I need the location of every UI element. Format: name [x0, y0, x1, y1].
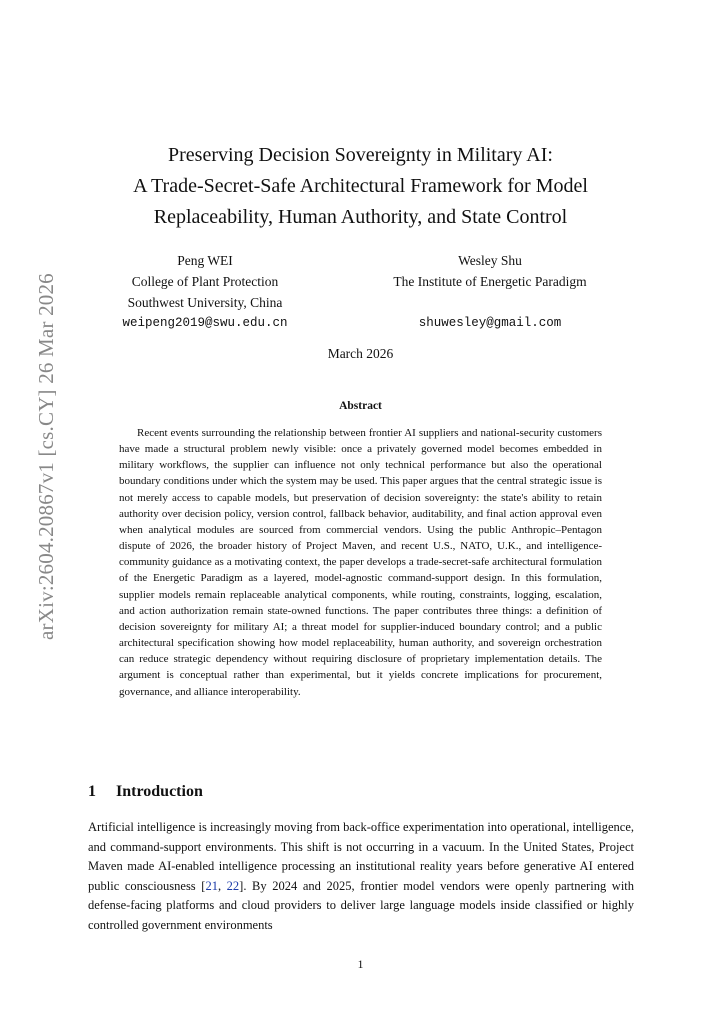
- page-number: 1: [357, 957, 364, 971]
- title-line-3: Replaceability, Human Authority, and State Control: [153, 206, 568, 228]
- title-line-2: A Trade-Secret-Safe Architectural Framework for Model: [133, 175, 588, 197]
- author-block-1: [105, 250, 305, 334]
- intro-text: Artificial intelligence is increasingly moving from back-office experimentation into operational, intelligence, and command-support environments. This shift is not occurring in a vacuum. In the United States, Project Maven made AI-enabled intelligence processing an institutional reality years before generative AI entered public consciousness [: [88, 820, 634, 893]
- arxiv-identifier-stamp[interactable]: arXiv:2604.20867v1 [cs.CY] 26 Mar 2026: [34, 273, 58, 640]
- citation-link[interactable]: 22: [226, 878, 240, 893]
- abstract-text: Recent events surrounding the relationship between frontier AI suppliers and national-security customers have made a structural problem newly visible: once a privately governed model becomes embedded in military workflows, the supplier can influence not only technical performance but also the operational boundary conditions under which the system may be used. This paper argues that the central strategic issue is not merely access to capable models, but preservation of decision sovereignty: the state's ability to retain authority over decision policy, version control, fallback behavior, auditability, and final action approval even when analytical modules are sourced from commercial vendors. Using the public Anthropic–Pentagon dispute of 2026, the broader history of Project Maven, and recent U.S., NATO, U.K., and intelligence-community guidance as a motivating context, the paper develops a trade-secret-safe architectural formulation of the Energetic Paradigm as a layered, model-agnostic command-support design. In this formulation, supplier models remain replaceable analytical components, while routing, constraints, logging, escalation, and action authorization remain state-owned functions. The paper contributes three things: a definition of decision sovereignty for military AI; a threat model for supplier-induced boundary control; and a public architectural specification showing how model replaceability, human authority, and sovereign orchestration can reduce strategic dependency without requiring disclosure of proprietary implementation details. The argument is conceptual rather than experimental, but it yields concrete implications for procurement, governance, and alliance interoperability.: [119, 427, 602, 698]
- author-affiliation-line: The Institute of Energetic Paradigm: [393, 274, 587, 289]
- section-title: Introduction: [116, 783, 203, 800]
- citation-link[interactable]: 21: [205, 878, 218, 893]
- author-name: Wesley Shu: [458, 253, 522, 268]
- section-number: 1: [88, 783, 96, 800]
- intro-text-continued: ]. By 2024 and 2025, frontier model vendors were openly partnering with defense-facing platforms and cloud providers to deliver large language models inside classified or highly controlled government environments: [88, 878, 635, 932]
- paper-title: [0, 140, 721, 233]
- author-affiliation-line: Southwest University, China: [127, 295, 283, 310]
- author-block-2: [370, 250, 610, 334]
- introduction-paragraph: [88, 818, 634, 936]
- author-name: Peng WEI: [177, 253, 233, 268]
- author-email[interactable]: shuwesley@gmail.com: [418, 316, 562, 330]
- citation-separator: ,: [217, 878, 227, 893]
- publication-date: March 2026: [327, 346, 394, 361]
- title-line-1: Preserving Decision Sovereignty in Military AI:: [168, 144, 553, 166]
- author-email[interactable]: weipeng2019@swu.edu.cn: [122, 316, 288, 330]
- author-affiliation-line: College of Plant Protection: [131, 274, 279, 289]
- abstract-heading: Abstract: [339, 400, 382, 412]
- section-heading: [88, 783, 203, 801]
